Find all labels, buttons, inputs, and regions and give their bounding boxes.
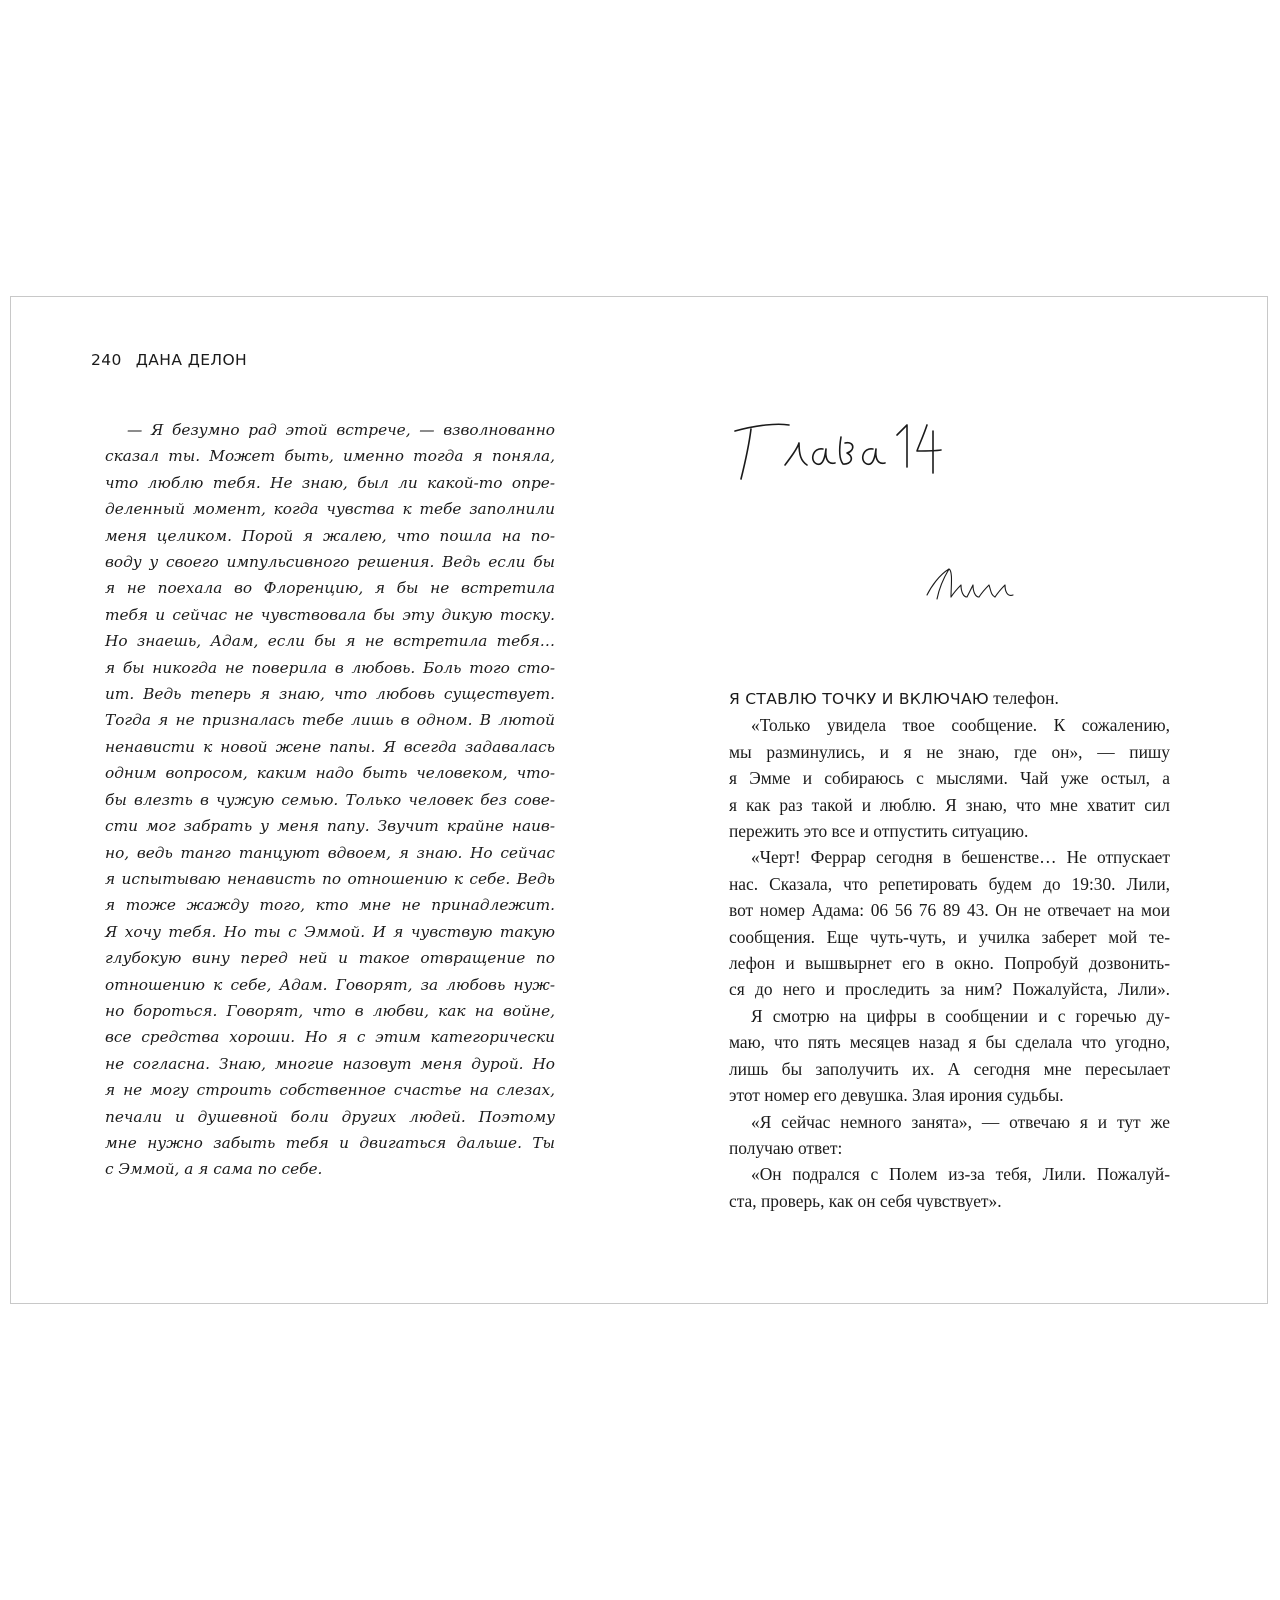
text-line: сти мог забрать у меня папу. Звучит крайне наив- (105, 817, 555, 836)
text-line: все средства хороши. Но я с этим категорически (105, 1028, 555, 1047)
text-line: мы разминулись, и я не знаю, где он», — пишу (729, 741, 1170, 762)
text-line: нас. Сказала, что репетировать будем до 19:30. Лили, (729, 873, 1170, 894)
text-line: я не поехала во Флоренцию, я бы не встретила (105, 579, 555, 598)
text-line: одним вопросом, каким надо быть человеком, что- (105, 764, 555, 783)
text-line: получаю ответ: (729, 1137, 843, 1158)
text-line: маю, что пять месяцев назад я бы сделала что угодно, (729, 1032, 1170, 1053)
text-line: Но знаешь, Адам, если бы я не встретила тебя… (105, 632, 555, 651)
text-line: Я смотрю на цифры в сообщении и с горечью ду- (751, 1005, 1170, 1026)
text-line: бы влезть в чужую семью. Только человек без сове- (105, 790, 555, 809)
text-line: с Эммой, а я сама по себе. (105, 1160, 323, 1179)
text-line: ста, проверь, как он себя чувствует». (729, 1190, 1002, 1211)
text-line: Тогда я не призналась тебе лишь в одном. В лютой (105, 711, 555, 730)
narrator-name-handwritten (921, 559, 1031, 619)
text-line: «Я сейчас немного занята», — отвечаю я и тут же (751, 1111, 1170, 1132)
text-line: «Черт! Феррар сегодня в бешенстве… Не отпускает (751, 847, 1170, 868)
running-head (91, 351, 247, 369)
text-line: я как раз такой и люблю. Я знаю, что мне хватит сил (729, 794, 1170, 815)
page-number: 240 (91, 351, 122, 369)
opening-line (729, 685, 1170, 712)
book-spread (10, 296, 1268, 1304)
text-line: тебя и сейчас не чувствовала бы эту дикую тоску. (105, 605, 555, 624)
text-line: Я хочу тебя. Но ты с Эммой. И я чувствую такую (105, 922, 555, 941)
lead-in-rest: телефон. (988, 688, 1059, 708)
text-line: — Я безумно рад этой встрече, — взволнованно (127, 421, 555, 439)
text-line: но бороться. Говорят, что в любви, как на войне, (105, 1001, 555, 1020)
text-line: лишь бы заполучить их. А сегодня мне пересылает (729, 1058, 1170, 1079)
text-line: глубокую вину перед ней и такое отвращение по (105, 949, 555, 968)
text-line: ся до него и проследить за ним? Пожалуйста, Лили». (729, 979, 1170, 1000)
text-line: я не могу строить собственное счастье на слезах, (105, 1081, 555, 1100)
text-line: отношению к себе, Адам. Говорят, за любовь нуж- (105, 975, 555, 994)
text-line: вот номер Адама: 06 56 76 89 43. Он не отвечает на мои (729, 900, 1170, 921)
text-line: не согласна. Знаю, многие назовут меня дурой. Но (105, 1054, 555, 1073)
text-line: я тоже жажду того, кто мне не принадлежит. (105, 896, 555, 915)
text-line: сказал ты. Может быть, именно тогда я поняла, (105, 447, 555, 466)
lead-in-caps: Я СТАВЛЮ ТОЧКУ И ВКЛЮЧАЮ (729, 690, 989, 708)
text-line: печали и душевной боли других людей. Поэтому (105, 1107, 555, 1126)
text-line: мне нужно забыть тебя и двигаться дальше. Ты (105, 1133, 555, 1152)
text-line: я бы никогда не поверила в любовь. Боль того сто- (105, 658, 555, 677)
text-line: что люблю тебя. Не знаю, был ли какой-то опре- (105, 473, 555, 492)
text-line: но, ведь танго танцуют вдвоем, я знаю. Но сейчас (105, 843, 555, 862)
text-line: ненависти к новой жене папы. Я всегда задавалась (105, 737, 555, 756)
text-line: меня целиком. Порой я жалею, что пошла на по- (105, 526, 555, 545)
text-line: я Эмме и собираюсь с мыслями. Чай уже остыл, а (729, 768, 1170, 789)
text-line: я испытываю ненависть по отношению к себе. Ведь (105, 869, 555, 888)
text-line: «Он подрался с Полем из-за тебя, Лили. Пожалуй- (751, 1164, 1170, 1185)
text-line: пережить это все и отпустить ситуацию. (729, 821, 1029, 842)
text-line: сообщения. Еще чуть-чуть, и училка заберет мой те- (729, 926, 1170, 947)
text-line: этот номер его девушка. Злая ирония судьбы. (729, 1085, 1064, 1106)
text-line: деленный момент, когда чувства к тебе заполнили (105, 500, 555, 519)
text-line: ит. Ведь теперь я знаю, что любовь существует. (105, 685, 555, 704)
right-page-text (729, 685, 1170, 1214)
author-name: ДАНА ДЕЛОН (135, 351, 248, 369)
text-line: «Только увидела твое сообщение. К сожалению, (751, 715, 1170, 736)
text-line: воду у своего импульсивного решения. Ведь если бы (105, 553, 555, 572)
chapter-title-handwritten (727, 409, 957, 499)
left-page-text (105, 417, 555, 1183)
text-line: лефон и вышвырнет его в окно. Попробуй дозвонить- (729, 953, 1170, 974)
